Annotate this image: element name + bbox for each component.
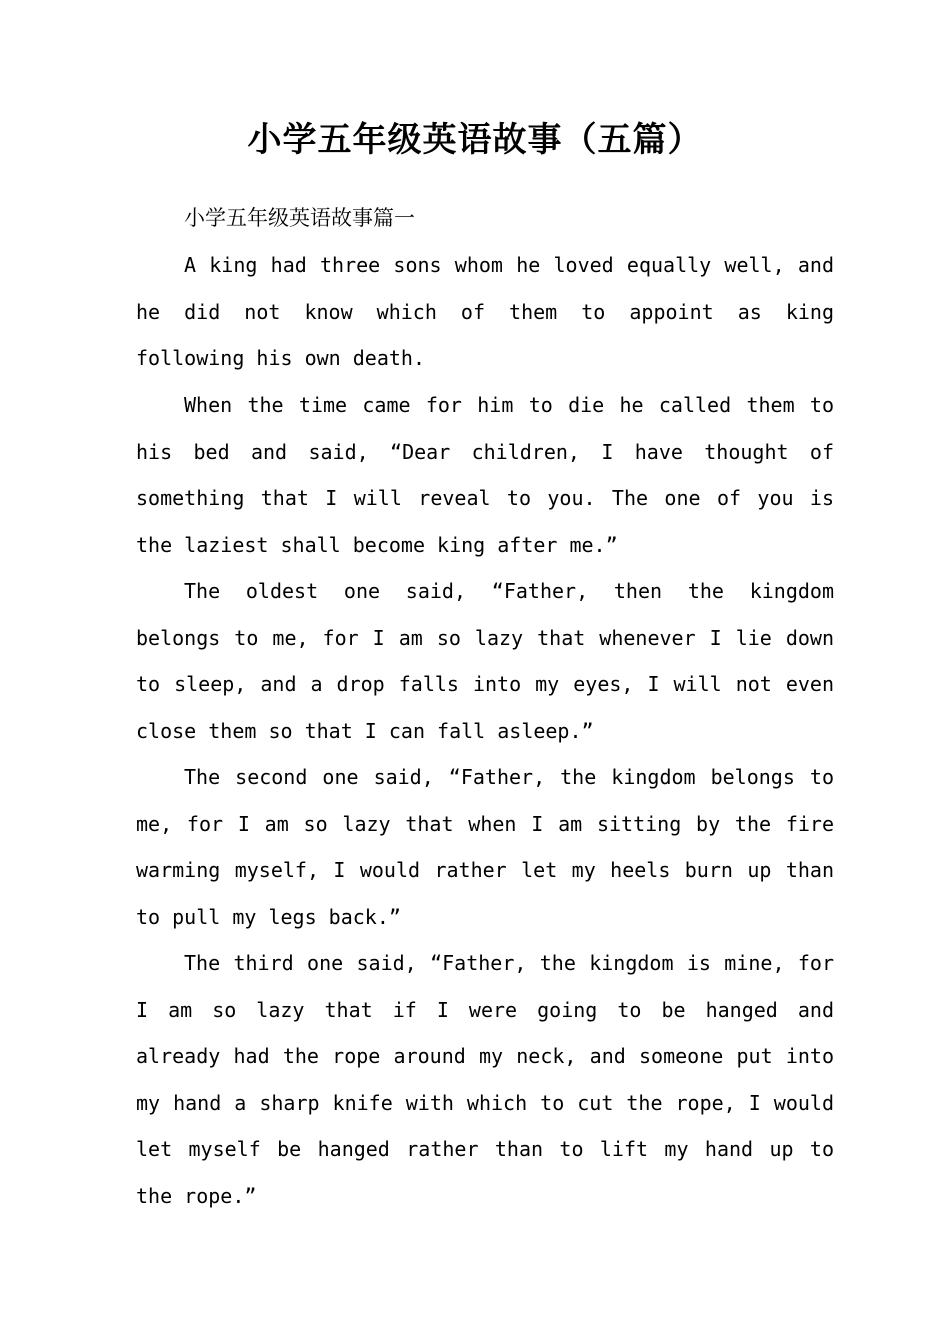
paragraph-4: The second one said, “Father, the kingdom belongs to me, for I am so lazy that when I am sitting by the fire warming myself, I would rather let my heels burn up than to pull my legs back.” [136, 765, 834, 929]
section-heading: 小学五年级英语故事篇一 [184, 206, 415, 230]
paragraph-1: A king had three sons whom he loved equally well, and he did not know which of them to appoint as king following his own death. [136, 253, 834, 371]
paragraph-3: The oldest one said, “Father, then the kingdom belongs to me, for I am so lazy that whenever I lie down to sleep, and a drop falls into my eyes, I will not even close them so that I can fall asleep.” [136, 579, 834, 743]
paragraph-5: The third one said, “Father, the kingdom is mine, for I am so lazy that if I were going to be hanged and already had the rope around my neck, and someone put into my hand a sharp knife with which to cut the rope, I would let myself be hanged rather than to lift my hand up to the rope.” [136, 951, 834, 1208]
paragraph-2: When the time came for him to die he called them to his bed and said, “Dear children, I have thought of something that I will reveal to you. The one of you is the laziest shall become king after me.” [136, 393, 834, 557]
document-title: 小学五年级英语故事（五篇） [247, 120, 703, 160]
